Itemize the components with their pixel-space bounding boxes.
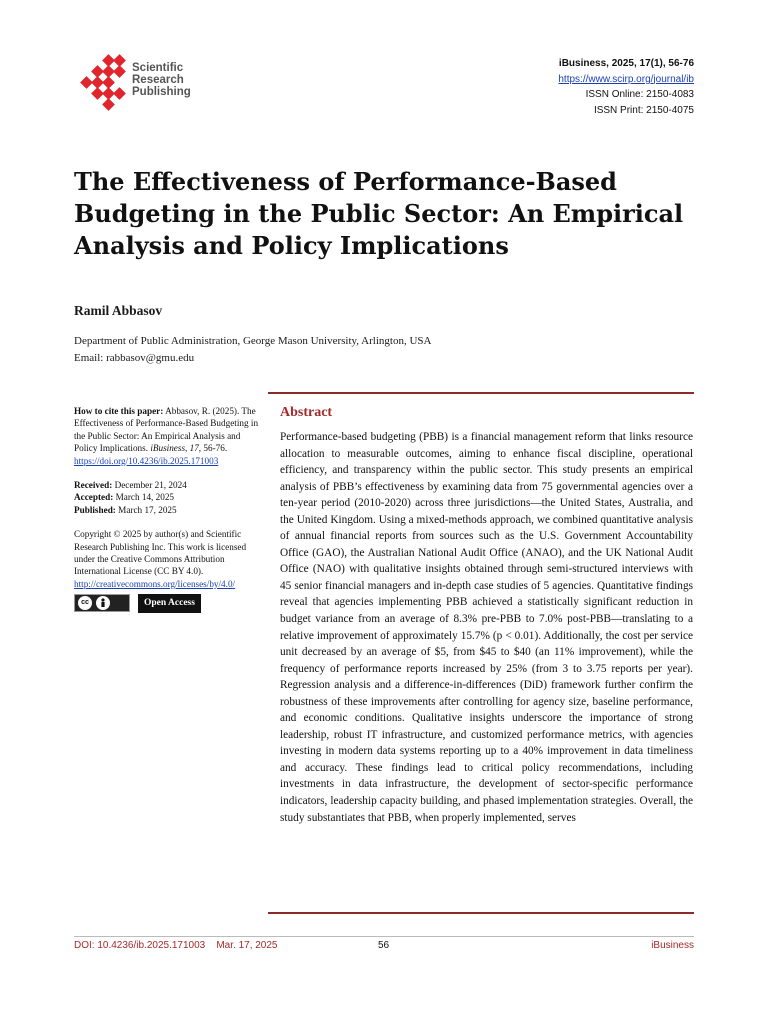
abstract-heading: Abstract — [280, 405, 333, 420]
issn-online: ISSN Online: 2150-4083 — [585, 89, 694, 100]
affiliation: Department of Public Administration, George Mason University, Arlington, USA — [74, 335, 432, 347]
cite-journal: iBusiness, 17, — [150, 443, 202, 454]
accepted-label: Accepted: — [74, 492, 114, 503]
article-sidebar — [74, 405, 262, 613]
published-label: Published: — [74, 504, 116, 515]
license-block — [74, 528, 262, 590]
journal-citation: iBusiness, 2025, 17(1), 56-76 — [558, 58, 694, 69]
author-name: Ramil Abbasov — [74, 303, 163, 318]
publisher-name-line: Publishing — [132, 86, 191, 98]
received-date: December 21, 2024 — [114, 480, 187, 491]
abstract-bottom-rule — [268, 912, 694, 914]
license-badges — [74, 594, 262, 612]
abstract-body — [280, 429, 693, 826]
publisher-name-line: Research — [132, 74, 184, 86]
cc-by-badge[interactable] — [74, 594, 130, 612]
footer-doi: DOI: 10.4236/ib.2025.171003 — [74, 940, 206, 951]
issn-print: ISSN Print: 2150-4075 — [593, 104, 694, 116]
citation-block — [74, 405, 262, 467]
abstract-top-rule — [268, 392, 694, 394]
footer-rule — [74, 936, 694, 937]
paper-title: The Effectiveness of Performance-Based Budgeting in the Public Sector: An Empirical Analysis and Policy Implications — [74, 167, 684, 260]
accepted-date: March 14, 2025 — [115, 492, 175, 503]
publisher-name-line: Scientific — [132, 62, 184, 74]
copyright-text: Copyright © 2025 by author(s) and Scientific Research Publishing Inc. This work is licensed under the Creative Commons Attribution International License (CC BY 4.0). — [74, 529, 247, 577]
footer-journal: iBusiness — [651, 940, 694, 951]
footer-doi-date — [74, 940, 278, 951]
published-date: March 17, 2025 — [118, 504, 177, 515]
publisher-name — [132, 62, 191, 98]
author-affiliation-block — [74, 333, 431, 367]
received-label: Received: — [74, 480, 113, 491]
cite-pages: 56-76. — [203, 443, 228, 454]
cite-label: How to cite this paper: — [74, 406, 164, 416]
dates-block — [74, 479, 262, 516]
by-person-icon — [96, 596, 110, 610]
open-access-badge: Open Access — [138, 594, 201, 612]
cc-icon: cc — [78, 596, 92, 610]
journal-info — [558, 56, 694, 118]
footer-date: Mar. 17, 2025 — [216, 940, 278, 951]
cite-text: Abbasov, R. (2025). The Effectiveness of Performance-Based Budgeting in the Public Sector: An Empirical Analysis and Policy Implications. — [74, 406, 259, 454]
abstract-text: Performance-based budgeting (PBB) is a financial management reform that links resource allocation to measurable outcomes, aiming to enhance fiscal discipline, operational efficiency, and transparency within the public sector. This study presents an empirical analysis of PBB’s effectiveness by examining data from 75 governmental agencies over a ten-year period (2010-2020) across three jurisdictions—the United States, Australia, and the United Kingdom. Using a mixed-methods approach, we combined quantitative analysis of annual financial reports from sources such as the U.S. Government Accountability Office (GAO), the Australian National Audit Office (ANAO), and the UK National Audit Office (NAO) with qualitative insights obtained through semi-structured interviews with 45 senior financial managers and in-depth case studies of 5 agencies. Quantitative findings reveal that agencies implementing PBB achieved a statistically significant reduction in budget variance from an average of 8.3% pre-PBB to 7.0% post-PBB—translating to a relative improvement of approximately 15.7% (p < 0.01). Additionally, the cost per service unit decreased by an average of $5, from $45 to $40 (an 11% improvement), while the frequency of performance reports increased by 25% (from 3 to 3.75 reports per year). Regression analysis and a difference-in-differences (DiD) framework further confirm the robustness of these improvements after controlling for agency size, baseline performance, and economic conditions. Qualitative insights underscore the importance of strong leadership, robust IT infrastructure, and customized performance metrics, with agencies investing in modern data systems reporting up to a 40% improvement in data timeliness and accuracy. These findings lead to critical policy recommendations, including investments in data infrastructure, the development of sector-specific performance indicators, leadership capacity building, and phased implementation strategies. Overall, the study substantiates that PBB, when properly implemented, serves — [280, 431, 693, 824]
license-link[interactable]: http://creativecommons.org/licenses/by/4.0/ — [74, 578, 236, 589]
journal-url-link[interactable]: https://www.scirp.org/journal/ib — [558, 73, 694, 85]
page-number: 56 — [378, 940, 390, 951]
doi-link[interactable]: https://doi.org/10.4236/ib.2025.171003 — [74, 455, 219, 466]
author-email: Email: rabbasov@gmu.edu — [74, 352, 195, 364]
